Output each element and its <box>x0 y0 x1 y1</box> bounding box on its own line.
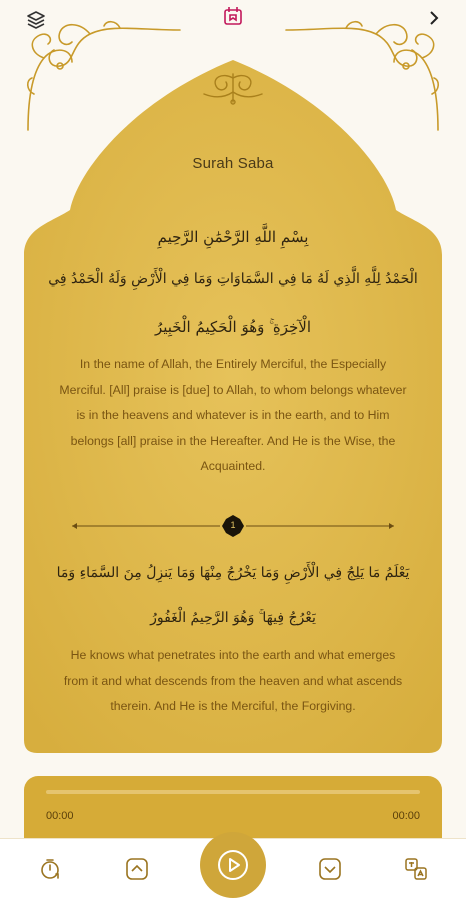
arch-top-ornament <box>200 68 266 108</box>
ayah-number: 1 <box>230 520 236 530</box>
bismillah-arabic: بِسْمِ اللَّهِ الرَّحْمَٰنِ الرَّحِيمِ <box>157 228 309 246</box>
duration-time: 00:00 <box>392 810 420 822</box>
next-ayah-icon[interactable] <box>316 855 344 883</box>
audio-progress-bar[interactable] <box>46 790 420 794</box>
translate-icon[interactable] <box>402 855 430 883</box>
verse-1-arabic-line-2: الْآخِرَةِ ۚ وَهُوَ الْحَكِيمُ الْخَبِيرُ <box>154 318 312 336</box>
verse-2-translation: He knows what penetrates into the earth and what emerges from it and what descends from the heaven and what ascends therein. And He is the Merciful, the Forgiving. <box>63 648 403 713</box>
elapsed-time: 00:00 <box>46 810 74 822</box>
play-button[interactable] <box>200 832 266 898</box>
timer-icon[interactable] <box>37 855 65 883</box>
surah-card <box>24 60 442 753</box>
previous-ayah-icon[interactable] <box>123 855 151 883</box>
ayah-divider <box>72 515 394 537</box>
verse-1-translation: In the name of Allah, the Entirely Merciful, the Especially Merciful. [All] praise is [due] to Allah, to whom belongs whatever is in the heavens and whatever is in the earth, and to Him belongs [all] praise in the Hereafter. And He is the Wise, the Acquainted. <box>59 357 407 473</box>
verse-2-arabic-line-1: يَعْلَمُ مَا يَلِجُ فِي الْأَرْضِ وَمَا يَخْرُجُ مِنْهَا وَمَا يَنزِلُ مِنَ السَّمَاءِ وَمَا <box>56 565 410 581</box>
verse-1-arabic-line-1: الْحَمْدُ لِلَّهِ الَّذِي لَهُ مَا فِي السَّمَاوَاتِ وَمَا فِي الْأَرْضِ وَلَهُ الْحَمْدُ فِي <box>48 271 418 287</box>
play-icon <box>216 848 250 882</box>
bookmark-box-icon[interactable] <box>221 4 245 28</box>
verse-2-arabic-line-2: يَعْرُجُ فِيهَا ۚ وَهُوَ الرَّحِيمُ الْغَفُورُ <box>150 610 316 626</box>
surah-title: Surah Saba <box>192 155 274 172</box>
